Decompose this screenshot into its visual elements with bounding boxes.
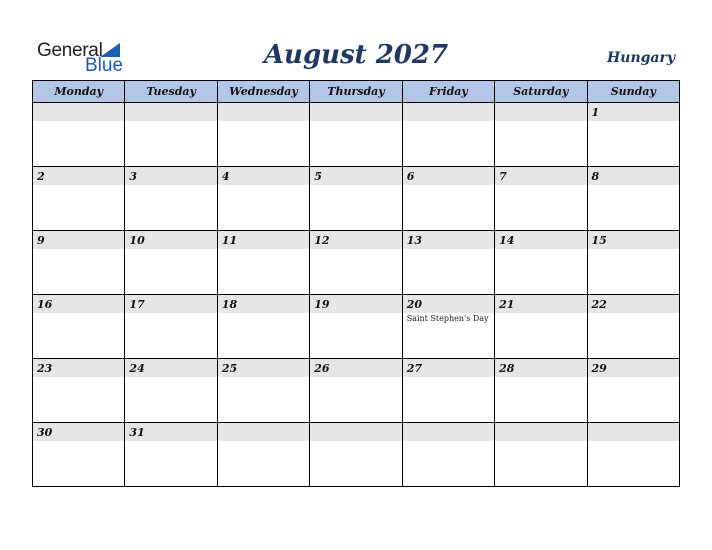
day-cell — [587, 167, 679, 231]
day-number: 4 — [221, 170, 230, 183]
day-cell — [587, 359, 679, 423]
holiday-label — [125, 185, 216, 186]
day-cell — [495, 423, 587, 487]
holiday-label — [588, 121, 679, 122]
day-number-bar — [125, 231, 216, 249]
holiday-label — [310, 249, 401, 250]
day-number: 10 — [129, 234, 145, 247]
holiday-label — [33, 441, 124, 442]
day-number-bar — [218, 103, 309, 121]
day-number: 27 — [406, 362, 422, 375]
holiday-label — [588, 377, 679, 378]
day-number: 2 — [37, 170, 45, 183]
holiday-label — [588, 249, 679, 250]
day-number: 9 — [37, 234, 45, 247]
holiday-label — [403, 185, 494, 186]
day-cell — [495, 167, 587, 231]
day-number-bar — [218, 231, 309, 249]
day-cell — [217, 103, 309, 167]
day-cell — [217, 295, 309, 359]
holiday-label — [33, 377, 124, 378]
day-cell — [495, 359, 587, 423]
day-number-bar — [588, 423, 679, 441]
day-number: 15 — [591, 234, 607, 247]
day-number-bar — [33, 295, 124, 313]
day-number-bar — [495, 103, 586, 121]
day-number: 19 — [314, 298, 330, 311]
day-number: 31 — [129, 426, 145, 439]
day-number: 11 — [221, 234, 238, 247]
day-number-bar — [495, 167, 586, 185]
holiday-label — [588, 313, 679, 314]
holiday-label — [310, 313, 401, 314]
week-row — [33, 231, 680, 295]
day-number: 14 — [499, 234, 515, 247]
holiday-label — [218, 313, 309, 314]
week-row — [33, 167, 680, 231]
holiday-label — [403, 249, 494, 250]
day-cell — [217, 359, 309, 423]
day-cell — [310, 231, 402, 295]
day-cell — [125, 359, 217, 423]
day-cell — [587, 423, 679, 487]
day-number: 7 — [499, 170, 507, 183]
day-cell — [587, 103, 679, 167]
day-cell — [495, 103, 587, 167]
day-cell — [33, 103, 125, 167]
day-number-bar — [310, 295, 401, 313]
day-number: 22 — [591, 298, 607, 311]
day-number-bar — [33, 231, 124, 249]
holiday-label — [310, 121, 401, 122]
holiday-label — [403, 441, 494, 442]
holiday-label — [495, 249, 586, 250]
day-number-bar — [588, 295, 679, 313]
day-number-bar — [588, 103, 679, 121]
day-number: 5 — [314, 170, 322, 183]
holiday-label — [125, 313, 216, 314]
holiday-label — [495, 441, 586, 442]
weekday-header: Thursday — [310, 81, 402, 103]
week-row — [33, 423, 680, 487]
day-number-bar — [588, 359, 679, 377]
holiday-label — [125, 121, 216, 122]
day-number-bar — [125, 103, 216, 121]
day-number-bar — [495, 231, 586, 249]
day-cell — [402, 295, 494, 359]
day-cell — [33, 295, 125, 359]
day-number-bar — [310, 423, 401, 441]
day-number-bar — [403, 167, 494, 185]
day-number-bar — [33, 423, 124, 441]
day-cell — [310, 423, 402, 487]
holiday-label — [495, 313, 586, 314]
logo-word-general: General — [37, 40, 103, 61]
day-number-bar — [125, 167, 216, 185]
day-number-bar — [588, 167, 679, 185]
day-cell — [402, 231, 494, 295]
calendar-body — [33, 103, 680, 487]
day-cell — [33, 359, 125, 423]
weekday-header: Friday — [402, 81, 494, 103]
day-cell — [402, 359, 494, 423]
calendar-grid — [32, 80, 680, 487]
logo-word-blue: Blue — [85, 55, 124, 76]
day-cell — [33, 167, 125, 231]
holiday-label — [218, 249, 309, 250]
day-number-bar — [310, 359, 401, 377]
day-cell — [495, 295, 587, 359]
day-number: 25 — [221, 362, 238, 375]
day-number: 23 — [37, 362, 53, 375]
day-number-bar — [218, 167, 309, 185]
day-cell — [402, 167, 494, 231]
week-row — [33, 359, 680, 423]
day-number-bar — [218, 423, 309, 441]
day-number-bar — [218, 295, 309, 313]
day-number: 8 — [591, 170, 600, 183]
holiday-label — [588, 185, 679, 186]
day-number: 17 — [129, 298, 145, 311]
day-number: 20 — [406, 298, 422, 311]
holiday-label — [495, 121, 586, 122]
holiday-label: Saint Stephen's Day — [406, 314, 489, 323]
day-number-bar — [403, 231, 494, 249]
day-number-bar — [33, 167, 124, 185]
day-cell — [125, 103, 217, 167]
holiday-label — [33, 313, 124, 314]
day-number-bar — [403, 295, 494, 313]
day-number-bar — [403, 359, 494, 377]
holiday-label — [588, 441, 679, 442]
day-cell — [587, 231, 679, 295]
holiday-label — [310, 377, 401, 378]
day-number-bar — [310, 103, 401, 121]
day-cell — [217, 167, 309, 231]
day-number: 28 — [499, 362, 515, 375]
day-number: 24 — [129, 362, 145, 375]
day-cell — [587, 295, 679, 359]
day-cell — [402, 103, 494, 167]
day-cell — [33, 423, 125, 487]
day-cell — [402, 423, 494, 487]
holiday-label — [125, 441, 216, 442]
day-cell — [310, 359, 402, 423]
day-number: 13 — [406, 234, 422, 247]
day-number-bar — [403, 103, 494, 121]
day-cell — [125, 231, 217, 295]
day-cell — [125, 295, 217, 359]
day-cell — [125, 167, 217, 231]
weekday-header: Wednesday — [217, 81, 309, 103]
day-number: 3 — [129, 170, 138, 183]
weekday-header: Tuesday — [125, 81, 217, 103]
day-number-bar — [125, 359, 216, 377]
day-number-bar — [495, 295, 586, 313]
holiday-label — [218, 441, 309, 442]
weekday-header-row — [33, 81, 680, 103]
day-number: 30 — [37, 426, 53, 439]
holiday-label — [495, 185, 586, 186]
day-number: 6 — [406, 170, 415, 183]
holiday-label — [218, 121, 309, 122]
day-number-bar — [588, 231, 679, 249]
page-title: August 2027 — [263, 40, 449, 70]
day-number: 26 — [314, 362, 330, 375]
day-cell — [33, 231, 125, 295]
day-number: 29 — [591, 362, 607, 375]
day-number-bar — [495, 423, 586, 441]
day-cell — [310, 103, 402, 167]
day-cell — [310, 295, 402, 359]
holiday-label — [218, 377, 309, 378]
holiday-label — [310, 185, 401, 186]
weekday-header: Monday — [33, 81, 125, 103]
weekday-header: Sunday — [587, 81, 679, 103]
day-number-bar — [125, 423, 216, 441]
day-number: 12 — [314, 234, 330, 247]
day-number-bar — [495, 359, 586, 377]
holiday-label — [33, 121, 124, 122]
day-cell — [310, 167, 402, 231]
holiday-label — [495, 377, 586, 378]
holiday-label — [218, 185, 309, 186]
day-number-bar — [33, 359, 124, 377]
day-cell — [125, 423, 217, 487]
day-cell — [495, 231, 587, 295]
holiday-label — [125, 377, 216, 378]
day-number-bar — [218, 359, 309, 377]
day-number: 1 — [591, 106, 600, 119]
weekday-header: Saturday — [495, 81, 587, 103]
holiday-label — [403, 121, 494, 122]
day-number: 18 — [221, 298, 238, 311]
holiday-label — [125, 249, 216, 250]
day-number-bar — [310, 167, 401, 185]
day-cell — [217, 423, 309, 487]
day-number-bar — [33, 103, 124, 121]
holiday-label — [33, 185, 124, 186]
day-number: 21 — [499, 298, 515, 311]
day-cell — [217, 231, 309, 295]
day-number-bar — [125, 295, 216, 313]
holiday-label — [403, 377, 494, 378]
holiday-label — [310, 441, 401, 442]
week-row — [33, 295, 680, 359]
country-label: Hungary — [607, 50, 675, 66]
day-number-bar — [310, 231, 401, 249]
week-row — [33, 103, 680, 167]
day-number-bar — [403, 423, 494, 441]
day-number: 16 — [37, 298, 53, 311]
holiday-label — [33, 249, 124, 250]
